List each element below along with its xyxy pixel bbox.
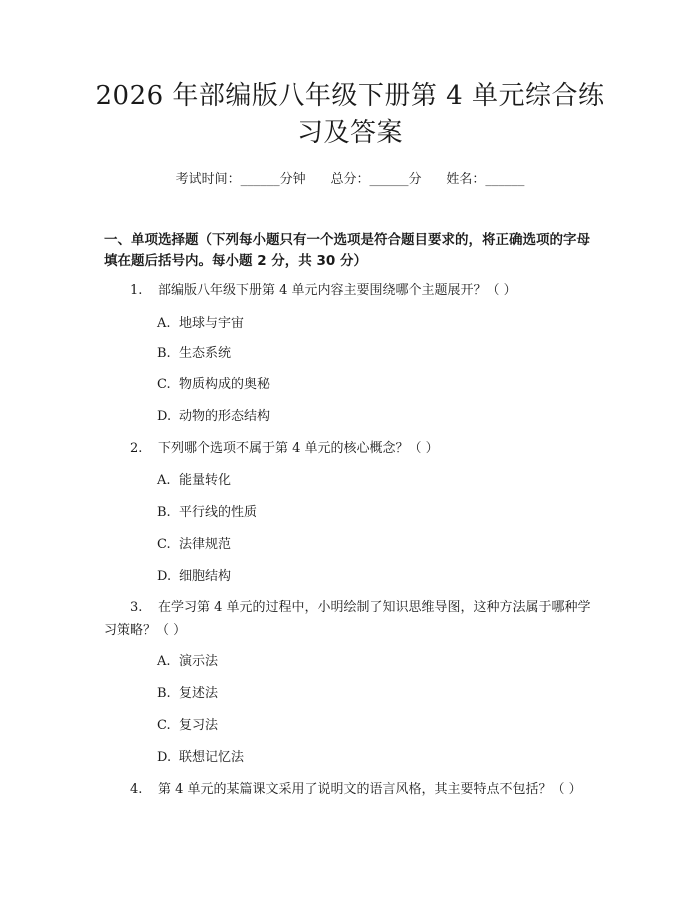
- option-letter: B.: [157, 505, 171, 520]
- option-1d: [157, 405, 577, 428]
- option-text: 物质构成的奥秘: [179, 377, 271, 392]
- question-text: 部编版八年级下册第 4 单元内容主要围绕哪个主题展开？（ ）: [158, 283, 517, 298]
- time-unit: 分钟: [279, 172, 306, 187]
- question-4: [104, 778, 594, 801]
- option-text: 能量转化: [179, 473, 232, 488]
- question-text: 下列哪个选项不属于第 4 单元的核心概念？（ ）: [158, 441, 439, 456]
- page-title: 2026 年部编版八年级下册第 4 单元综合练习及答案: [95, 81, 605, 148]
- option-2b: [157, 501, 577, 524]
- question-2: [104, 437, 594, 460]
- option-2d: [157, 565, 577, 588]
- question-number: 2.: [130, 441, 143, 456]
- option-text: 平行线的性质: [179, 505, 258, 520]
- option-letter: A.: [157, 316, 171, 331]
- option-3d: [157, 746, 577, 769]
- option-2c: [157, 533, 577, 556]
- option-text: 动物的形态结构: [179, 409, 271, 424]
- option-text: 法律规范: [179, 537, 232, 552]
- exam-info-line: [0, 168, 700, 187]
- option-text: 联想记忆法: [179, 750, 245, 765]
- option-letter: A.: [157, 473, 171, 488]
- question-text: 在学习第 4 单元的过程中，小明绘制了知识思维导图，这种方法属于哪种学习策略？（ ）: [104, 600, 591, 638]
- question-3: [104, 596, 594, 642]
- option-text: 演示法: [179, 654, 219, 669]
- option-letter: C.: [157, 537, 171, 552]
- score-label: 总分：: [330, 172, 370, 187]
- question-number: 4.: [130, 782, 143, 797]
- option-letter: D.: [157, 750, 172, 765]
- option-text: 细胞结构: [179, 569, 232, 584]
- option-letter: D.: [157, 569, 172, 584]
- option-3a: [157, 650, 577, 673]
- option-1a: [157, 312, 577, 335]
- option-letter: B.: [157, 346, 171, 361]
- name-label: 姓名：: [446, 172, 486, 187]
- option-letter: C.: [157, 718, 171, 733]
- option-3b: [157, 682, 577, 705]
- score-blank: ______: [369, 172, 409, 187]
- name-blank: ______: [485, 172, 525, 187]
- question-text: 第 4 单元的某篇课文采用了说明文的语言风格，其主要特点不包括？（ ）: [158, 782, 582, 797]
- option-text: 地球与宇宙: [179, 316, 245, 331]
- option-text: 复习法: [179, 718, 219, 733]
- question-number: 3.: [130, 600, 143, 615]
- option-letter: A.: [157, 654, 171, 669]
- option-text: 复述法: [179, 686, 219, 701]
- option-letter: D.: [157, 409, 172, 424]
- option-1c: [157, 373, 577, 396]
- time-blank: ______: [240, 172, 280, 187]
- option-1b: [157, 342, 577, 365]
- question-1: [104, 279, 594, 302]
- option-letter: C.: [157, 377, 171, 392]
- option-2a: [157, 469, 577, 492]
- option-text: 生态系统: [179, 346, 232, 361]
- question-number: 1.: [130, 283, 143, 298]
- section-heading: 一、单项选择题（下列每小题只有一个选项是符合题目要求的，将正确选项的字母填在题后括号内。每小题 2 分，共 30 分）: [104, 232, 590, 269]
- time-label: 考试时间：: [175, 172, 241, 187]
- option-3c: [157, 714, 577, 737]
- option-letter: B.: [157, 686, 171, 701]
- score-unit: 分: [408, 172, 422, 187]
